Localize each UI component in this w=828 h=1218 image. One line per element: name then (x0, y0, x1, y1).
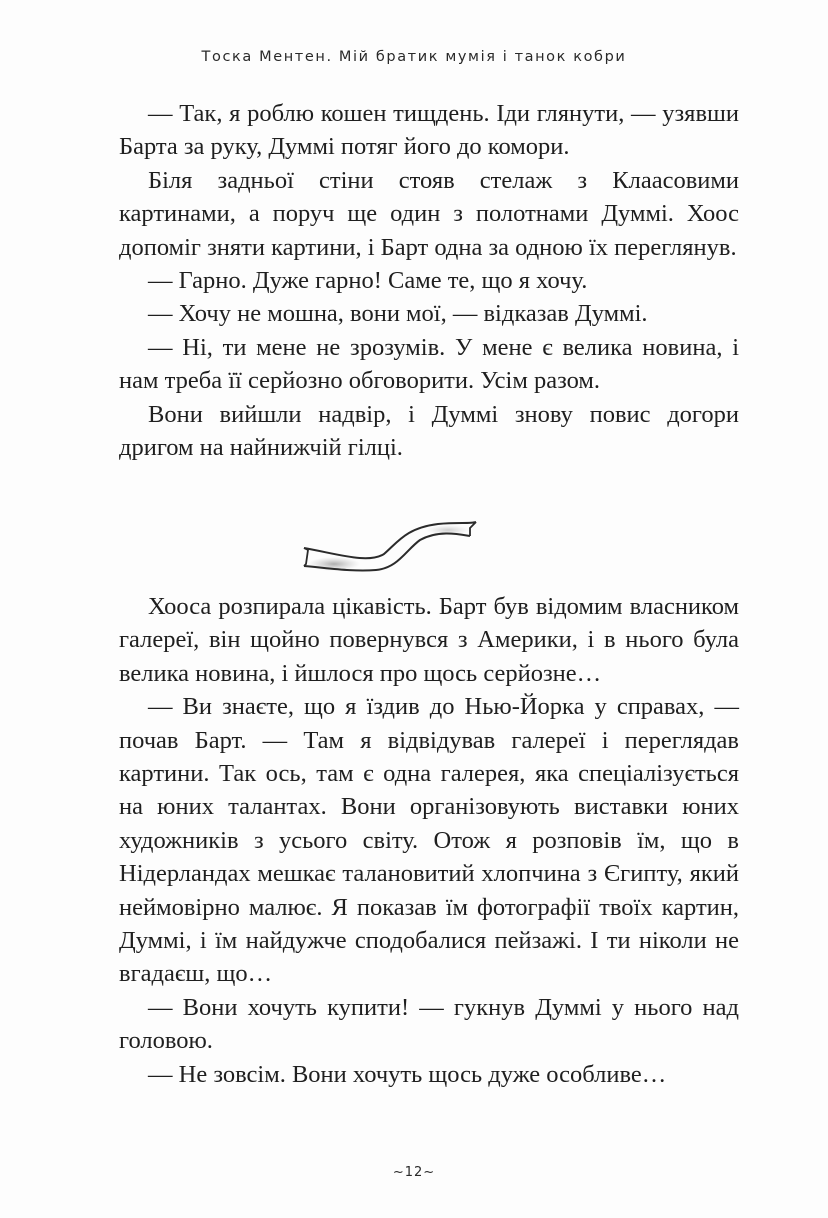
paragraph: — Ви знаєте, що я їздив до Нью-Йорка у справах, — почав Барт. — Там я відвідував галереї і переглядав картини. Так ось, там є одна галерея, яка спеціалізується на юних талантах. Вони організовують виставки юних художників з усього світу. Отож я розповів їм, що в Нідерландах мешкає талановитий хлопчина з Єгипту, який неймовірно малює. Я показав їм фотографії твоїх картин, Думмі, і їм найдужче сподобалися пейзажі. І ти ніколи не вгадаєш, що… (119, 693, 739, 988)
paragraph: Біля задньої стіни стояв стелаж з Клаасовими картинами, а поруч ще один з полотнами Думмі. Хоос допоміг зняти картини, і Барт одна за одною їх переглянув. (119, 166, 739, 261)
page-number: ~12~ (392, 1165, 436, 1180)
text-block-1 (119, 97, 739, 464)
text-block-2 (119, 590, 739, 1091)
running-head: Тоска Ментен. Мій братик мумія і танок кобри (201, 49, 627, 65)
paragraph: — Не зовсім. Вони хочуть щось дуже особливе… (148, 1060, 667, 1088)
paragraph: Хооса розпирала цікавість. Барт був відомим власником галереї, він щойно повернувся з Америки, і в нього була велика новина, і йшлося про щось серйозне… (119, 593, 739, 687)
paragraph: — Гарно. Дуже гарно! Саме те, що я хочу. (148, 267, 588, 295)
paragraph: Вони вийшли надвір, і Думмі знову повис догори дригом на найнижчій гілці. (119, 400, 739, 462)
paragraph: — Так, я роблю кошен тищдень. Іди глянути, — узявши Барта за руку, Думмі потяг його до комори. (119, 100, 739, 161)
bandage-ribbon-divider-icon (298, 516, 478, 578)
paragraph: — Хочу не мошна, вони мої, — відказав Думмі. (148, 300, 648, 328)
paragraph: — Ні, ти мене не зрозумів. У мене є велика новина, і нам треба її серйозно обговорити. Усім разом. (119, 333, 739, 395)
paragraph: — Вони хочуть купити! — гукнув Думмі у нього над головою. (119, 993, 739, 1055)
